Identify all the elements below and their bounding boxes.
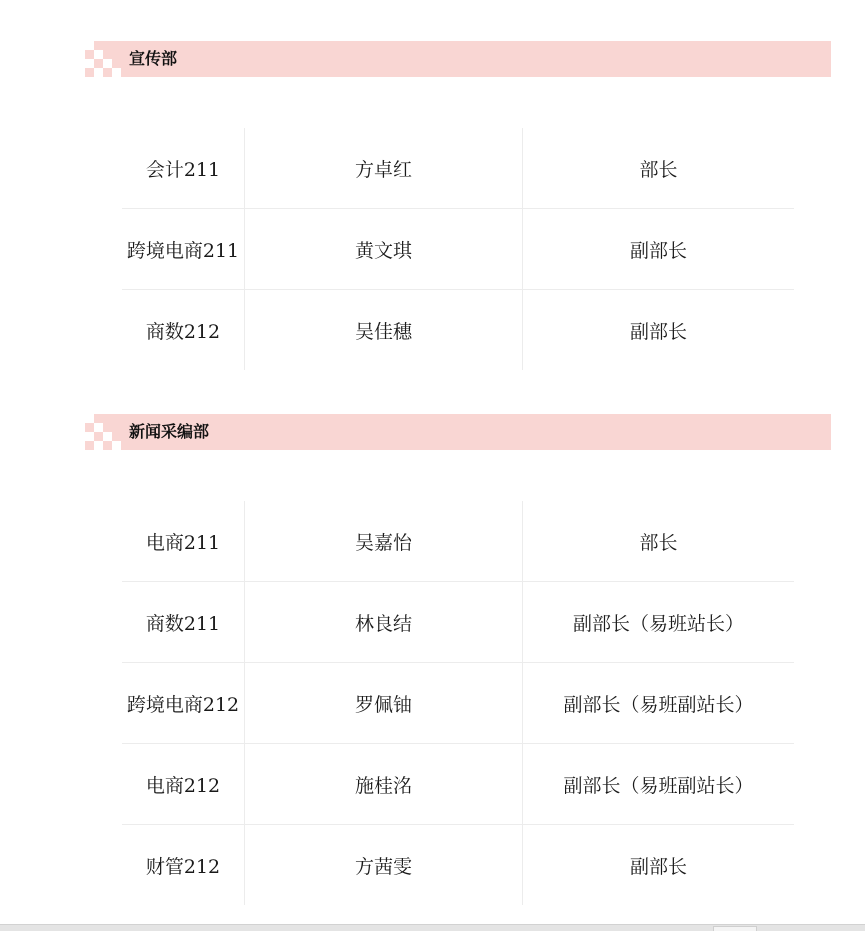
name-cell: 方茜雯	[245, 825, 523, 906]
section-title: 新闻采编部	[129, 422, 210, 441]
section-header-decoration	[85, 41, 125, 77]
role-cell: 部长	[523, 128, 795, 209]
name-cell: 吴嘉怡	[245, 501, 523, 582]
class-cell: 跨境电商211	[122, 209, 245, 290]
role-cell: 副部长（易班副站长）	[523, 663, 795, 744]
table-row	[122, 825, 794, 906]
table-row	[122, 290, 794, 371]
table-row	[122, 744, 794, 825]
role-cell: 副部长	[629, 855, 687, 878]
horizontal-scrollbar[interactable]	[0, 924, 865, 931]
scrollbar-thumb[interactable]	[713, 926, 757, 931]
name-cell: 罗佩铀	[245, 663, 523, 744]
role-cell: 副部长（易班副站长）	[523, 744, 795, 825]
class-cell: 跨境电商212	[122, 663, 245, 744]
name-cell: 黄文琪	[245, 209, 523, 290]
role-cell: 副部长	[523, 209, 795, 290]
class-cell: 商数211	[122, 582, 245, 663]
table-row	[122, 582, 794, 663]
class-cell: 会计211	[122, 128, 245, 209]
roster-table-publicity	[122, 128, 794, 370]
class-cell: 财管212	[145, 855, 221, 878]
name-cell: 林良结	[245, 582, 523, 663]
role-cell: 副部长（易班站长）	[523, 582, 795, 663]
class-cell: 商数212	[145, 320, 221, 343]
section-header-publicity	[85, 41, 831, 77]
class-cell: 电商212	[122, 744, 245, 825]
role-cell: 副部长	[629, 320, 687, 343]
name-cell: 施桂洺	[245, 744, 523, 825]
table-row	[122, 663, 794, 744]
table-row	[122, 128, 794, 209]
role-cell: 部长	[523, 501, 795, 582]
table-row	[122, 209, 794, 290]
section-header-decoration	[85, 414, 125, 450]
name-cell: 吴佳穗	[245, 290, 523, 371]
name-cell: 方卓红	[245, 128, 523, 209]
table-row	[122, 501, 794, 582]
section-header-news	[85, 414, 831, 450]
class-cell: 电商211	[122, 501, 245, 582]
roster-table-news	[122, 501, 794, 905]
section-title: 宣传部	[129, 49, 178, 68]
